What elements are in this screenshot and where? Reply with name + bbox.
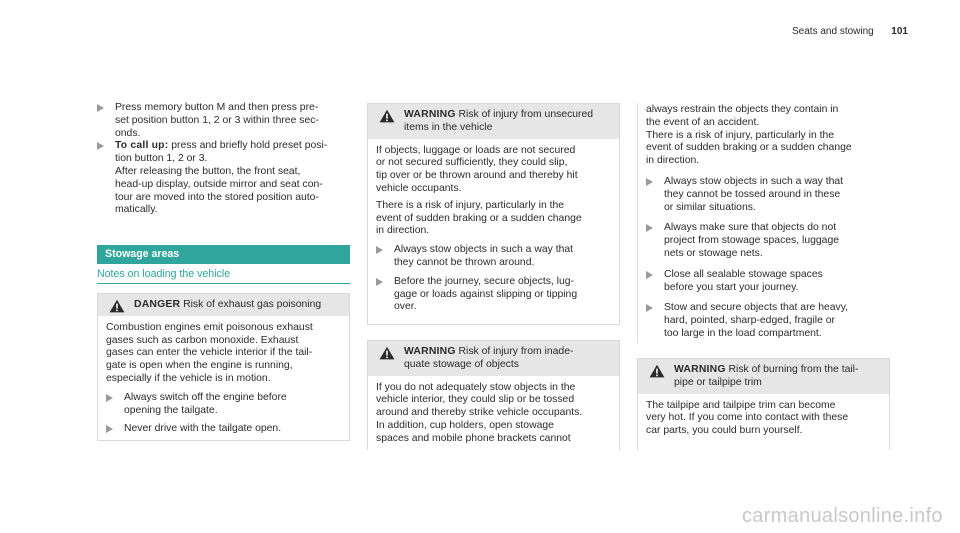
bullet-item — [376, 276, 611, 314]
bullet-item — [106, 423, 341, 436]
continuation-rule — [637, 103, 638, 343]
text-line: vehicle occupants. — [376, 182, 462, 194]
text-line: Before the journey, secure objects, lug- — [394, 275, 575, 287]
text-line: tion button 1, 2 or 3. — [115, 153, 208, 165]
bullet-item — [646, 176, 896, 214]
bullet-item — [646, 269, 896, 295]
text-line: Press memory button M and then press pre- — [115, 102, 319, 113]
warning-title-line — [674, 364, 881, 377]
warning-title-line: items in the vehicle — [404, 121, 493, 133]
subheading: Notes on loading the vehicle — [97, 268, 231, 280]
watermark: carmanualsonline.info — [742, 505, 943, 527]
bullet-item — [97, 102, 357, 140]
arrow-bullet-icon — [97, 104, 104, 112]
column-3-continuation — [646, 104, 896, 341]
text-line: in direction. — [376, 225, 430, 237]
text-run: press and briefly hold preset posi- — [168, 140, 328, 152]
text-line: Stow and secure objects that are heavy, — [664, 302, 849, 314]
text-line: they cannot be tossed around in these — [664, 188, 841, 200]
text-line: head-up display, outside mirror and seat con- — [115, 178, 323, 190]
text-line: too large in the load compartment. — [664, 327, 822, 339]
page-number: 101 — [891, 26, 908, 37]
warning-triangle-icon — [379, 109, 395, 123]
text-line: onds. — [115, 127, 141, 139]
arrow-bullet-icon — [646, 224, 653, 232]
subheading-rule — [97, 283, 350, 284]
arrow-bullet-icon — [646, 178, 653, 186]
danger-keyword: DANGER — [134, 299, 181, 310]
text-line: If objects, luggage or loads are not secured — [376, 144, 576, 156]
bullet-item — [646, 302, 896, 340]
text-line: car parts, you could burn yourself. — [646, 425, 803, 437]
text-line: spaces and mobile phone brackets cannot — [376, 432, 571, 444]
warning-title-line: quate stowage of objects — [404, 358, 519, 370]
text-line: Combustion engines emit poisonous exhaust — [106, 321, 313, 333]
text-line: before you start your journey. — [664, 281, 799, 293]
text-line: There is a risk of injury, particularly in the — [646, 129, 835, 141]
text-line: opening the tailgate. — [124, 404, 218, 416]
text-line: in direction. — [646, 155, 700, 167]
danger-header — [98, 294, 349, 316]
text-line: Always stow objects in such a way that — [664, 175, 844, 187]
text-line: In addition, cup holders, open stowage — [376, 419, 554, 431]
danger-box — [97, 293, 350, 441]
text-line: they cannot be thrown around. — [394, 256, 535, 268]
running-header — [792, 26, 908, 38]
warning-title-line — [404, 109, 611, 122]
section-name: Seats and stowing — [792, 26, 874, 37]
text-line: After releasing the button, the front seat, — [115, 165, 301, 177]
arrow-bullet-icon — [106, 425, 113, 433]
text-line: gases such as carbon monoxide. Exhaust — [106, 334, 299, 346]
section-title-bar: Stowage areas — [97, 245, 350, 264]
arrow-bullet-icon — [376, 278, 383, 286]
text-line: event of sudden braking or a sudden change — [376, 212, 582, 224]
bullet-item — [106, 392, 341, 418]
warning-body — [368, 376, 619, 452]
bold-lead: To call up: — [115, 140, 169, 152]
text-line: matically. — [115, 204, 158, 216]
text-line: vehicle interior, they could slip or be tossed — [376, 394, 575, 406]
text-line: There is a risk of injury, particularly in the — [376, 199, 565, 211]
text-line — [115, 140, 357, 153]
text-line: Never drive with the tailgate open. — [124, 423, 282, 435]
text-line: Always stow objects in such a way that — [394, 244, 574, 256]
bullet-item — [97, 140, 357, 217]
warning-body — [368, 139, 619, 321]
warning-box-tailpipe — [637, 358, 890, 450]
text-line: or not secured sufficiently, they could slip, — [376, 157, 568, 169]
text-line: Always make sure that objects do not — [664, 222, 837, 234]
warning-header — [368, 104, 619, 139]
warning-body — [638, 394, 889, 444]
text-line: tip over or be thrown around and thereby hit — [376, 170, 578, 182]
arrow-bullet-icon — [106, 394, 113, 402]
text-line: Close all sealable stowage spaces — [664, 268, 823, 280]
bullet-item — [646, 222, 896, 260]
text-run: Risk of burning from the tail- — [728, 364, 859, 375]
text-line: hard, pointed, sharp-edged, fragile or — [664, 315, 835, 327]
warning-box-unsecured — [367, 103, 620, 325]
text-line: event of sudden braking or a sudden change — [646, 142, 852, 154]
warning-title-line: pipe or tailpipe trim — [674, 376, 762, 388]
warning-header — [638, 359, 889, 394]
text-line: Always switch off the engine before — [124, 391, 287, 403]
arrow-bullet-icon — [376, 246, 383, 254]
warning-keyword: WARNING — [674, 364, 726, 375]
text-line: the event of an accident. — [646, 116, 760, 128]
text-line: project from stowage spaces, luggage — [664, 235, 840, 247]
bullet-item — [376, 244, 611, 270]
text-line: gate is open when the engine is running, — [106, 360, 293, 372]
arrow-bullet-icon — [646, 304, 653, 312]
text-line: set position button 1, 2 or 3 within three sec- — [115, 114, 319, 126]
text-line: The tailpipe and tailpipe trim can become — [646, 399, 836, 411]
text-line: around and thereby strike vehicle occupants. — [376, 407, 583, 419]
warning-triangle-icon — [379, 346, 395, 360]
text-line: If you do not adequately stow objects in the — [376, 381, 576, 393]
warning-title-line — [404, 346, 611, 359]
column-1-bullets — [97, 102, 357, 217]
text-line: or similar situations. — [664, 201, 756, 213]
warning-header — [368, 341, 619, 376]
warning-keyword: WARNING — [404, 109, 456, 120]
text-line: very hot. If you come into contact with these — [646, 412, 849, 424]
warning-triangle-icon — [649, 364, 665, 378]
text-run: Risk of injury from inade- — [458, 346, 574, 357]
text-line: over. — [394, 301, 417, 313]
text-line: gases can enter the vehicle interior if the tail- — [106, 347, 313, 359]
text-line: especially if the vehicle is in motion. — [106, 372, 271, 384]
danger-body — [98, 316, 349, 442]
text-line: nets or stowage nets. — [664, 247, 763, 259]
warning-triangle-icon — [109, 299, 125, 313]
arrow-bullet-icon — [97, 142, 104, 150]
danger-title: Risk of exhaust gas poisoning — [183, 299, 322, 310]
text-line: tour are moved into the stored position auto- — [115, 191, 319, 203]
text-run: Risk of injury from unsecured — [458, 109, 594, 120]
warning-keyword: WARNING — [404, 346, 456, 357]
text-line: gage or loads against slipping or tipping — [394, 288, 578, 300]
warning-box-stowage — [367, 340, 620, 450]
arrow-bullet-icon — [646, 271, 653, 279]
text-line: always restrain the objects they contain in — [646, 104, 839, 115]
